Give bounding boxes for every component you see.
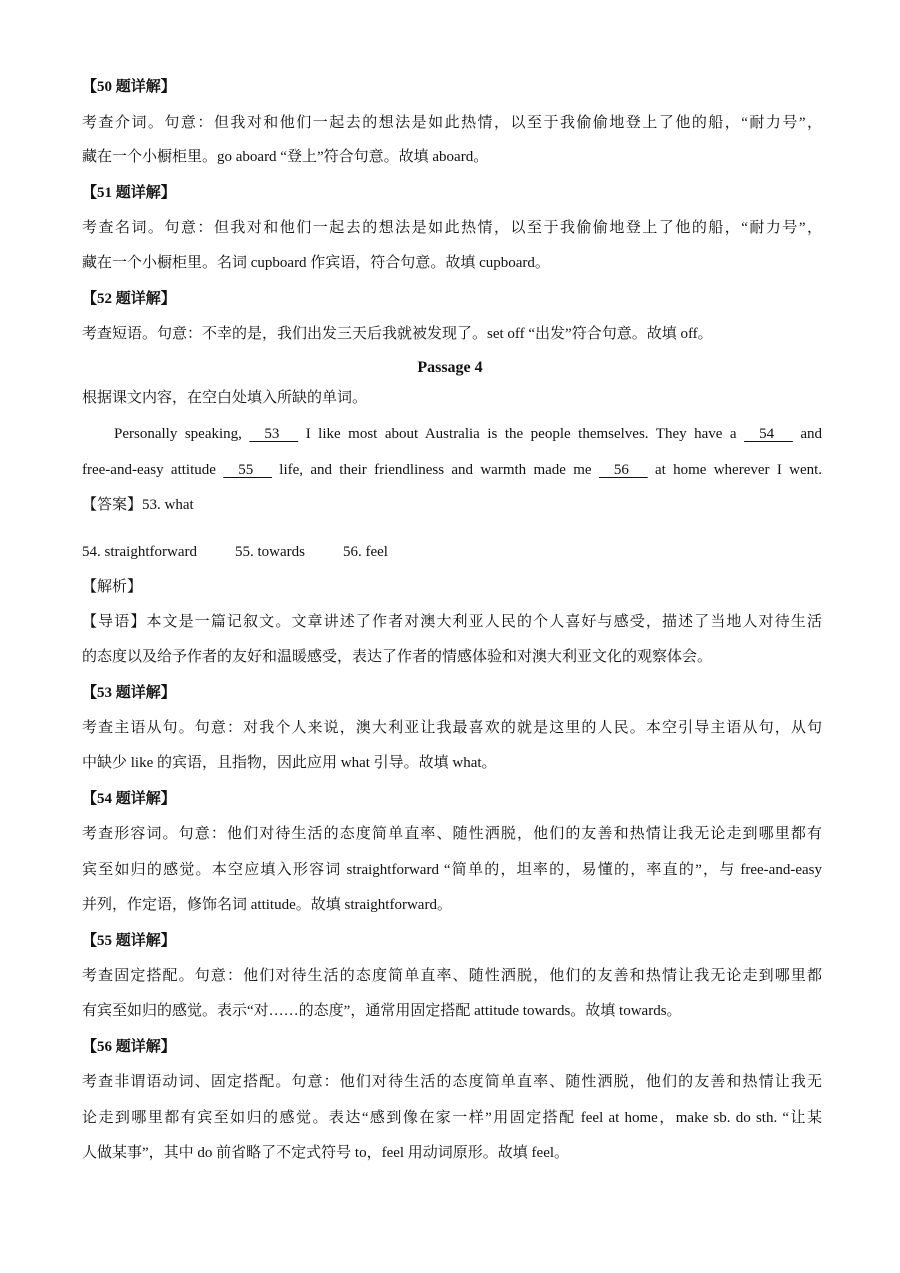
passage-text: free-and-easy attitude <box>82 462 216 478</box>
answer-54: 54. straightforward <box>82 544 197 560</box>
q51-heading: 【51 题详解】 <box>82 185 176 201</box>
q55-line-1: 考查固定搭配。句意：他们对待生活的态度简单直率、随性洒脱，他们的友善和热情让我无论走到哪里都 <box>82 968 822 984</box>
blank-53: 53 <box>249 426 299 442</box>
answer-56: 56. feel <box>342 544 388 560</box>
blank-56: 56 <box>598 462 648 478</box>
q54-line-3: 并列，作定语，修饰名词 attitude。故填 straightforward。 <box>82 897 452 913</box>
guide-line-1: 【导语】本文是一篇记叙文。文章讲述了作者对澳大利亚人民的个人喜好与感受，描述了当地人对待生活 <box>82 614 822 630</box>
q51-line-1: 考查名词。句意：但我对和他们一起去的想法是如此热情，以至于我偷偷地登上了他的船，“耐力号”， <box>82 220 822 236</box>
q56-heading: 【56 题详解】 <box>82 1039 176 1055</box>
blank-54: 54 <box>744 426 793 442</box>
answer-53: what <box>164 497 194 513</box>
q56-line-1: 考查非谓语动词、固定搭配。句意：他们对待生活的态度简单直率、随性洒脱，他们的友善和热情让我无 <box>82 1074 822 1090</box>
blank-55: 55 <box>223 462 272 478</box>
passage-line-1 <box>114 423 822 445</box>
passage-text: and <box>800 426 823 442</box>
passage-text: life, and their friendliness and warmth made me <box>279 462 592 478</box>
q52-line-1: 考查短语。句意：不幸的是，我们出发三天后我就被发现了。set off “出发”符合句意。故填 off。 <box>82 326 713 342</box>
q50-line-2: 藏在一个小橱柜里。go aboard “登上”符合句意。故填 aboard。 <box>82 149 489 165</box>
q50-heading: 【50 题详解】 <box>82 79 176 95</box>
answer-line-2 <box>82 541 822 563</box>
q56-line-2: 论走到哪里都有宾至如归的感觉。表达“感到像在家一样”用固定搭配 feel at home，make sb. do sth. “让某 <box>82 1110 822 1126</box>
q54-heading: 【54 题详解】 <box>82 791 176 807</box>
passage-line-2 <box>82 459 822 481</box>
q54-line-2: 宾至如归的感觉。本空应填入形容词 straightforward “简单的，坦率的，易懂的，率直的”，与 free-and-easy <box>82 862 822 878</box>
q52-heading: 【52 题详解】 <box>82 291 176 307</box>
answer-line <box>82 494 822 516</box>
q56-line-3: 人做某事”，其中 do 前省略了不定式符号 to，feel 用动词原形。故填 feel。 <box>82 1145 570 1161</box>
q55-line-2: 有宾至如归的感觉。表示“对……的态度”，通常用固定搭配 attitude towards。故填 towards。 <box>82 1003 682 1019</box>
q54-line-1: 考查形容词。句意：他们对待生活的态度简单直率、随性洒脱，他们的友善和热情让我无论走到哪里都有 <box>82 826 822 842</box>
passage-title: Passage 4 <box>417 359 483 376</box>
passage-text: I like most about Australia is the people themselves. They have a <box>305 426 737 442</box>
q50-line-1: 考查介词。句意：但我对和他们一起去的想法是如此热情，以至于我偷偷地登上了他的船，“耐力号”， <box>82 115 822 131</box>
guide-line-2: 的态度以及给予作者的友好和温暖感受，表达了作者的情感体验和对澳大利亚文化的观察体会。 <box>82 649 713 665</box>
q55-heading: 【55 题详解】 <box>82 933 176 949</box>
analysis-label: 【解析】 <box>82 579 143 595</box>
passage-instruction: 根据课文内容，在空白处填入所缺的单词。 <box>82 390 368 406</box>
q53-heading: 【53 题详解】 <box>82 685 176 701</box>
answer-label: 【答案】53. <box>82 497 161 513</box>
q53-line-1: 考查主语从句。句意：对我个人来说，澳大利亚让我最喜欢的就是这里的人民。本空引导主语从句，从句 <box>82 720 822 736</box>
passage-text: Personally speaking, <box>114 426 242 442</box>
q53-line-2: 中缺少 like 的宾语，且指物，因此应用 what 引导。故填 what。 <box>82 755 497 771</box>
q51-line-2: 藏在一个小橱柜里。名词 cupboard 作宾语，符合句意。故填 cupboard。 <box>82 255 550 271</box>
answer-55: 55. towards <box>234 544 305 560</box>
passage-text: at home wherever I went. <box>654 462 823 478</box>
